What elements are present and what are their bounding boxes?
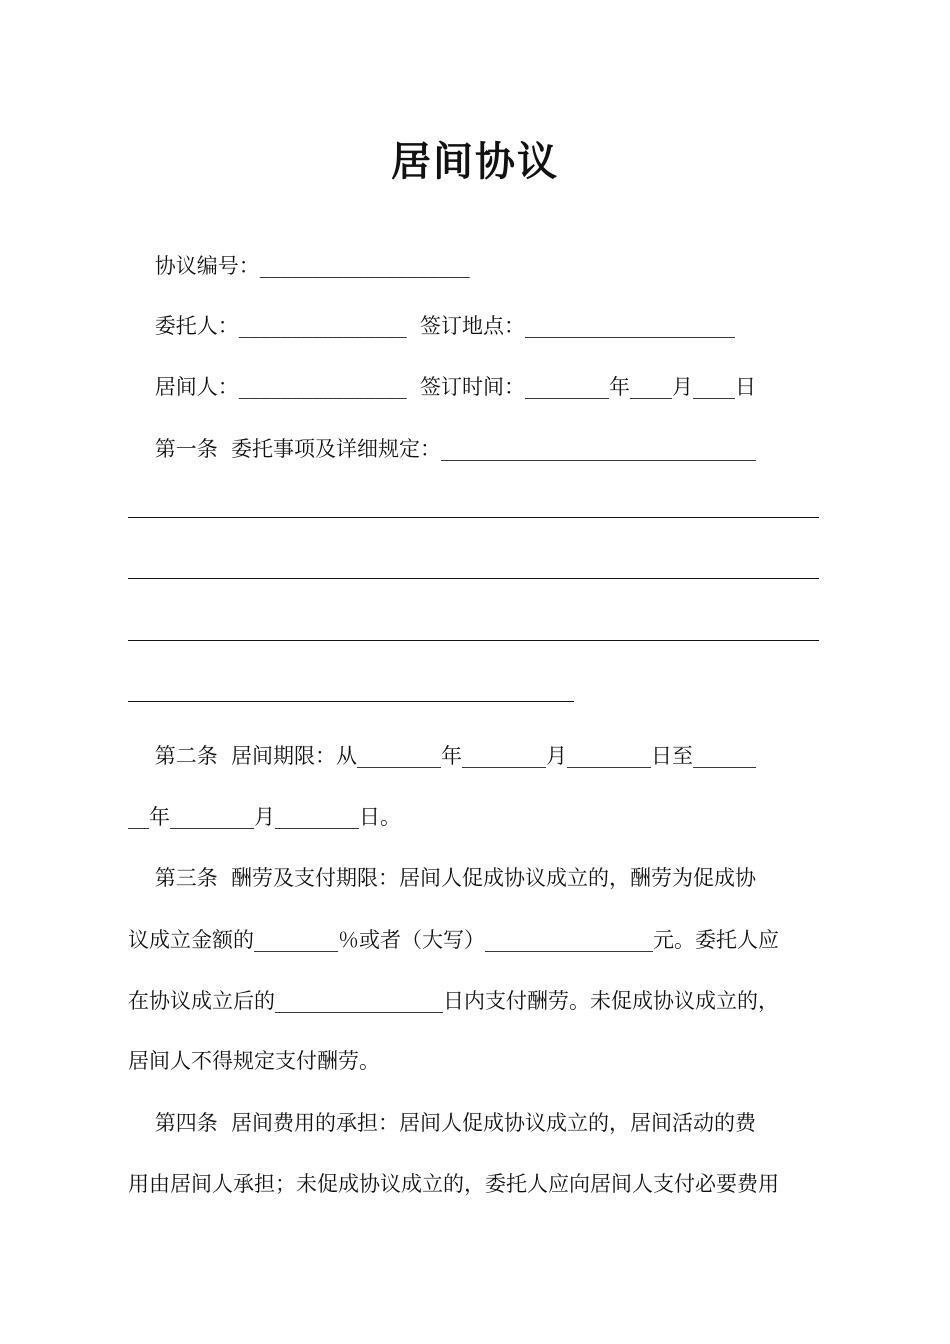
article-3-line: 第三条 酬劳及支付期限：居间人促成协议成立的，酬劳为促成协 [128, 866, 757, 890]
document-title: 居间协议 [391, 138, 559, 185]
intermediary-line: 居间人：________________ 签订时间：________年____月____日 [128, 375, 757, 399]
blank-fill-line [128, 701, 574, 702]
article-2-line-cont: __年________月________日。 [128, 805, 401, 829]
agreement-number-line: 协议编号：____________________ [128, 254, 470, 278]
principal-line: 委托人：________________ 签订地点：____________________ [128, 314, 736, 338]
article-4-line-cont: 用由居间人承担；未促成协议成立的，委托人应向居间人支付必要费用 [128, 1172, 779, 1196]
article-2-line: 第二条 居间期限：从________年________月________日至______ [128, 744, 757, 768]
article-3-line-cont: 议成立金额的________％或者（大写）________________元。委托人应 [128, 928, 779, 952]
blank-fill-line [128, 640, 819, 641]
blank-fill-line [128, 578, 819, 579]
blank-fill-line [128, 517, 819, 518]
article-3-line-cont: 在协议成立后的________________日内支付酬劳。未促成协议成立的， [128, 989, 779, 1013]
article-1-line: 第一条 委托事项及详细规定：______________________________ [128, 437, 757, 461]
article-4-line: 第四条 居间费用的承担：居间人促成协议成立的，居间活动的费 [128, 1111, 757, 1135]
article-3-line-cont: 居间人不得规定支付酬劳。 [128, 1049, 380, 1073]
